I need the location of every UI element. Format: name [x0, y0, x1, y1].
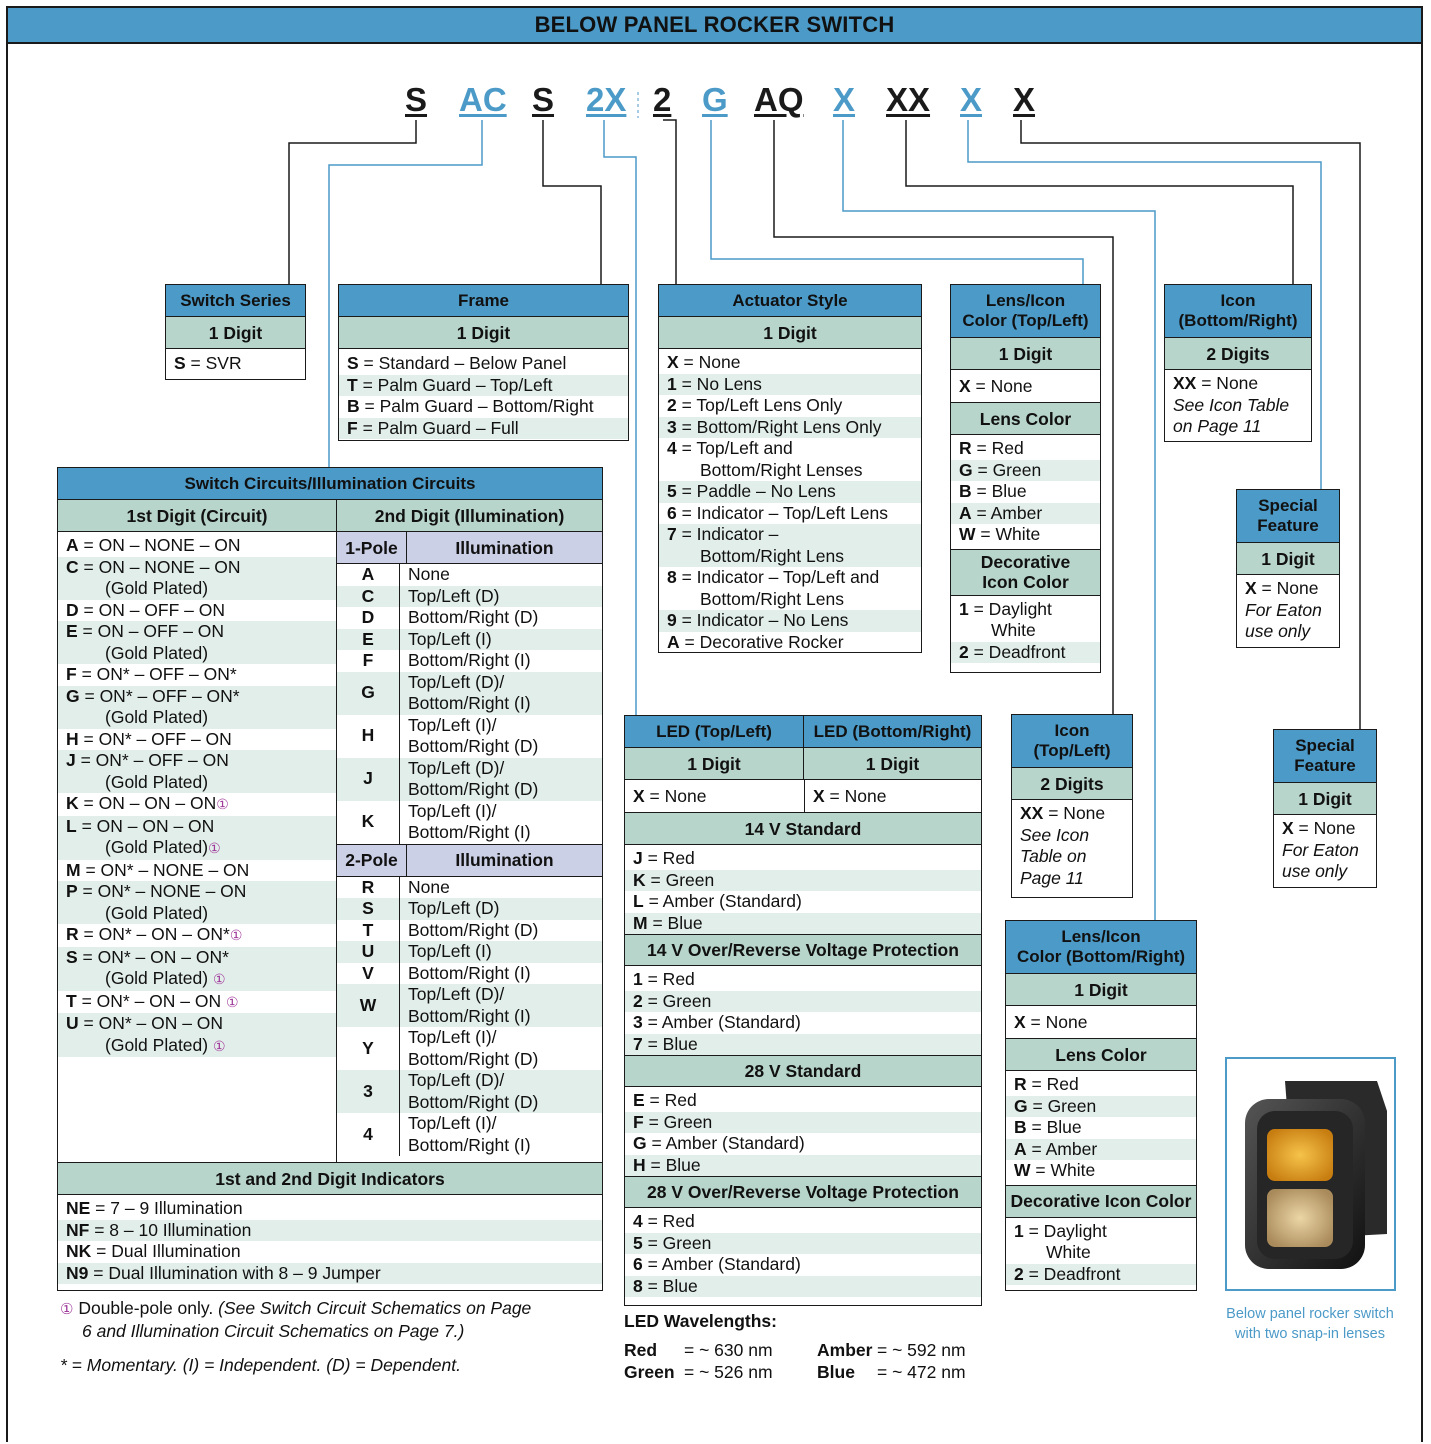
actuator-option: Bottom/Right Lens: [659, 546, 921, 568]
special2-note-2: use only: [1282, 861, 1348, 881]
led-box: [624, 715, 982, 1306]
led-br-digits: 1 Digit: [804, 748, 981, 780]
illumination-row: D Bottom/Right (D): [337, 607, 602, 629]
lens-br-deco-option: White: [1046, 1242, 1091, 1262]
two-pole-header: [337, 845, 602, 877]
circuit-option: P = ON* – NONE – ON: [58, 881, 336, 903]
lens-tl-header: Lens/Icon Color (Top/Left): [951, 285, 1100, 338]
circuits-first-digit: 1st Digit (Circuit): [58, 500, 337, 532]
led-option: 5 = Green: [625, 1233, 981, 1255]
led-tl-digits: 1 Digit: [625, 748, 804, 780]
special1-note-1: For Eaton: [1245, 599, 1322, 620]
special-feature-2-box: [1273, 729, 1377, 888]
footnote-momentary: * = Momentary. (I) = Independent. (D) = Dependent.: [60, 1355, 461, 1375]
icon-br-note-1: See Icon Table: [1173, 394, 1290, 415]
led-option: 6 = Amber (Standard): [633, 1254, 801, 1274]
illumination-row: 4 Top/Left (I)/ Bottom/Right (I): [337, 1113, 602, 1156]
illumination-row: H Top/Left (I)/ Bottom/Right (D): [337, 715, 602, 758]
led-br-none: X = None: [813, 786, 887, 806]
footnote-marker: ①: [212, 971, 226, 987]
frame-option: B = Palm Guard – Bottom/Right: [347, 396, 594, 416]
switch-series-box: [165, 284, 306, 380]
icon-br-header: Icon (Bottom/Right): [1165, 285, 1311, 338]
circuit-option: M = ON* – NONE – ON: [66, 859, 250, 880]
lens-tl-color: A = Amber: [951, 503, 1100, 525]
special-feature-1-box: [1236, 489, 1340, 648]
actuator-option: 9 = Indicator – No Lens: [659, 610, 921, 632]
led-digits-row: [625, 748, 981, 780]
illumination-row: C Top/Left (D): [337, 586, 602, 608]
actuator-option: 2 = Top/Left Lens Only: [667, 395, 843, 415]
lens-tl-color: G = Green: [951, 460, 1100, 482]
led-group-rows: [625, 1087, 981, 1176]
illumination-row: W Top/Left (D)/ Bottom/Right (I): [337, 984, 602, 1027]
frame-digits: 1 Digit: [339, 317, 628, 349]
circuit-rows: [58, 532, 337, 1162]
icon-br-row: XX = None: [1173, 373, 1259, 393]
illumination-row: K Top/Left (I)/ Bottom/Right (I): [337, 801, 602, 845]
lens-tl-none: X = None: [951, 370, 1100, 403]
led-groups: [625, 813, 981, 1297]
code-segment: X: [960, 81, 983, 118]
circuits-second-digit: 2nd Digit (Illumination): [337, 500, 602, 532]
lens-tl-deco-header: Decorative Icon Color: [951, 550, 1100, 596]
special2-digits: 1 Digit: [1274, 783, 1376, 815]
icon-br-box: [1164, 284, 1312, 442]
lens-tl-deco-option: 2 = Deadfront: [951, 642, 1100, 664]
lens-br-box: [1005, 920, 1197, 1291]
circuit-option: (Gold Plated): [58, 903, 336, 925]
circuit-option: (Gold Plated): [58, 578, 336, 600]
icon-tl-row: XX = None: [1020, 803, 1106, 823]
illumination-row: S Top/Left (D): [337, 898, 602, 920]
circuit-option: (Gold Plated): [58, 707, 336, 729]
lens-br-color: B = Blue: [1014, 1117, 1082, 1137]
illumination-row: A None: [337, 564, 602, 586]
actuator-option: 4 = Top/Left and: [667, 438, 793, 458]
actuator-digits: 1 Digit: [659, 317, 921, 349]
illumination-row: T Bottom/Right (D): [337, 920, 602, 942]
page-title: BELOW PANEL ROCKER SWITCH: [8, 8, 1421, 44]
actuator-option: X = None: [667, 352, 741, 372]
led-option: J = Red: [633, 848, 695, 868]
circuit-option: G = ON* – OFF – ON*: [58, 686, 336, 708]
footnote-double-pole: ① Double-pole only. (See Switch Circuit Schematics on Page: [60, 1298, 532, 1318]
circuit-option: K = ON – ON – ON①: [66, 793, 229, 813]
circuit-option: (Gold Plated)①: [58, 837, 336, 860]
one-pole-label: 1-Pole: [337, 532, 407, 564]
lens-br-color: G = Green: [1006, 1096, 1196, 1118]
lens-br-none: X = None: [1006, 1006, 1196, 1039]
led-option: F = Green: [625, 1112, 981, 1134]
illumination-row: G Top/Left (D)/ Bottom/Right (I): [337, 672, 602, 715]
special1-note-2: use only: [1245, 621, 1311, 641]
rocker-switch-image: [1227, 1059, 1394, 1289]
connector-actuator: [663, 120, 676, 284]
circuit-option: H = ON* – OFF – ON: [66, 728, 232, 749]
illumination-row: F Bottom/Right (I): [337, 650, 602, 672]
actuator-style-box: [658, 284, 922, 653]
footnote-marker: ①: [216, 796, 229, 812]
frame-option: T = Palm Guard – Top/Left: [339, 375, 628, 397]
photo-caption: Below panel rocker switch with two snap-in lenses: [1226, 1306, 1394, 1342]
code-segment: S: [532, 81, 555, 118]
led-option: E = Red: [633, 1090, 697, 1110]
led-group-header: 28 V Over/Reverse Voltage Protection: [625, 1176, 981, 1208]
lens-tl-colors: [951, 438, 1100, 550]
icon-tl-header: Icon (Top/Left): [1012, 715, 1132, 768]
actuator-option: A = Decorative Rocker: [667, 631, 844, 652]
led-option: 3 = Amber (Standard): [633, 1012, 801, 1032]
special2-row: X = None: [1282, 818, 1356, 838]
circuit-option: (Gold Plated) ①: [58, 1035, 336, 1058]
lens-tl-lens-color-header: Lens Color: [951, 403, 1100, 435]
circuits-body: [58, 532, 602, 1163]
code-segment: X: [1013, 81, 1036, 118]
circuit-option: (Gold Plated): [58, 772, 336, 794]
actuator-option: 1 = No Lens: [659, 374, 921, 396]
circuit-option: S = ON* – ON – ON*: [58, 947, 336, 969]
circuit-option: (Gold Plated) ①: [58, 968, 336, 991]
footnote-marker: ①: [229, 927, 243, 943]
circuit-option: T = ON* – ON – ON ①: [66, 990, 239, 1011]
circuit-option: R = ON* – ON – ON*①: [66, 924, 243, 944]
special1-row: X = None: [1245, 578, 1319, 598]
led-option: 8 = Blue: [625, 1276, 981, 1298]
illumination-row: V Bottom/Right (I): [337, 963, 602, 985]
lens-tl-digits: 1 Digit: [951, 338, 1100, 370]
lens-tl-color: B = Blue: [959, 481, 1027, 501]
lens-br-color: R = Red: [1014, 1074, 1079, 1094]
led-option: M = Blue: [625, 913, 981, 935]
icon-br-digits: 2 Digits: [1165, 338, 1311, 370]
led-option: 4 = Red: [633, 1211, 695, 1231]
lens-br-deco: [1006, 1221, 1196, 1286]
circuit-option: C = ON – NONE – ON: [58, 557, 336, 579]
footnote-double-pole-cont: 6 and Illumination Circuit Schematics on Page 7.): [82, 1321, 465, 1341]
illumination-row: R None: [337, 877, 602, 899]
illumination-row: E Top/Left (I): [337, 629, 602, 651]
led-group-rows: [625, 966, 981, 1055]
one-pole-illum-label: Illumination: [407, 532, 602, 564]
wavelengths-row-1: Red = ~ 630 nm Amber = ~ 592 nm: [624, 1340, 966, 1360]
led-group-header: 28 V Standard: [625, 1055, 981, 1087]
led-br-header: LED (Bottom/Right): [804, 716, 981, 748]
circuit-option: J = ON* – OFF – ON: [58, 750, 336, 772]
circuit-option: A = ON – NONE – ON: [66, 535, 241, 555]
lens-tl-deco-option: White: [991, 620, 1036, 640]
switch-series-row: S = SVR: [174, 353, 242, 373]
led-option: G = Amber (Standard): [633, 1133, 805, 1153]
circuit-option: F = ON* – OFF – ON*: [66, 664, 237, 684]
wavelengths-grid: [624, 1340, 984, 1383]
frame-option: S = Standard – Below Panel: [347, 353, 567, 373]
circuit-option: (Gold Plated): [58, 643, 336, 665]
icon-br-note-2: on Page 11: [1173, 416, 1262, 436]
switch-series-header: Switch Series: [166, 285, 305, 317]
lens-br-lens-color-header: Lens Color: [1006, 1039, 1196, 1071]
connector-frame: [543, 120, 601, 284]
code-segment: 2: [653, 81, 672, 118]
special1-digits: 1 Digit: [1237, 543, 1339, 575]
lens-br-deco-header: Decorative Icon Color: [1006, 1186, 1196, 1218]
frame-header: Frame: [339, 285, 628, 317]
code-segment: G: [702, 81, 728, 118]
indicator-option: NE = 7 – 9 Illumination: [66, 1198, 243, 1218]
circuit-option: L = ON – ON – ON: [58, 816, 336, 838]
circuits-header: Switch Circuits/Illumination Circuits: [58, 468, 602, 500]
led-tl-header: LED (Top/Left): [625, 716, 804, 748]
lens-br-deco-option: 2 = Deadfront: [1006, 1264, 1196, 1286]
icon-tl-note-3: Page 11: [1020, 867, 1084, 888]
special2-note-1: For Eaton: [1282, 839, 1359, 860]
led-option: H = Blue: [625, 1155, 981, 1177]
icon-tl-box: [1011, 714, 1133, 898]
icon-tl-note-2: Table on: [1020, 846, 1087, 866]
indicator-option: N9 = Dual Illumination with 8 – 9 Jumper: [58, 1263, 602, 1285]
switch-series-digits: 1 Digit: [166, 317, 305, 349]
led-group-header: 14 V Over/Reverse Voltage Protection: [625, 934, 981, 966]
led-group-rows: [625, 1208, 981, 1297]
code-segment: X: [833, 81, 856, 118]
special2-header: Special Feature: [1274, 730, 1376, 783]
circuit-option: D = ON – OFF – ON: [66, 599, 225, 620]
led-tl-none: X = None: [625, 780, 805, 812]
two-pole-label: 2-Pole: [337, 845, 407, 877]
led-none-row: [625, 780, 981, 813]
special1-header: Special Feature: [1237, 490, 1339, 543]
wavelengths-row-2: Green = ~ 526 nm Blue = ~ 472 nm: [624, 1361, 966, 1382]
two-pole-illum-label: Illumination: [407, 845, 602, 877]
illumination-row: 3 Top/Left (D)/ Bottom/Right (D): [337, 1070, 602, 1113]
wavelengths-title: LED Wavelengths:: [624, 1311, 777, 1331]
code-segment: AQ: [754, 81, 804, 118]
actuator-option: 6 = Indicator – Top/Left Lens: [667, 502, 889, 523]
led-group-header: 14 V Standard: [625, 813, 981, 845]
lens-tl-deco: [951, 599, 1100, 664]
lens-br-colors: [1006, 1074, 1196, 1186]
led-header-row: [625, 716, 981, 748]
led-option: 2 = Green: [625, 991, 981, 1013]
lens-br-header: Lens/Icon Color (Bottom/Right): [1006, 921, 1196, 974]
lens-br-deco-option: 1 = Daylight: [1014, 1220, 1107, 1241]
actuator-rows: [659, 352, 921, 653]
rocker-switch-photo: [1225, 1057, 1396, 1291]
lens-br-color: A = Amber: [1006, 1139, 1196, 1161]
led-option: K = Green: [625, 870, 981, 892]
indicator-option: NF = 8 – 10 Illumination: [58, 1220, 602, 1242]
illumination-row: U Top/Left (I): [337, 941, 602, 963]
actuator-option: 5 = Paddle – No Lens: [659, 481, 921, 503]
code-segment: 2X: [586, 81, 627, 118]
footnote-marker: ①: [225, 993, 239, 1010]
lens-br-color: W = White: [1014, 1160, 1096, 1180]
actuator-option: 7 = Indicator –: [659, 524, 921, 546]
indicators-header: 1st and 2nd Digit Indicators: [58, 1163, 602, 1195]
lens-tl-box: [950, 284, 1101, 673]
illumination-column: [337, 532, 602, 1162]
led-option: L = Amber (Standard): [633, 891, 802, 911]
circuits-subheader-row: [58, 500, 602, 532]
connector-switch-series: [289, 120, 416, 284]
one-pole-table: [337, 564, 602, 845]
indicator-rows: [58, 1198, 602, 1284]
circuit-option: U = ON* – ON – ON: [58, 1013, 336, 1035]
one-pole-header: [337, 532, 602, 564]
connector-lens-tl: [711, 120, 1083, 284]
circuit-option: E = ON – OFF – ON: [58, 621, 336, 643]
frame-option: F = Palm Guard – Full: [339, 418, 628, 440]
code-segment: XX: [886, 81, 931, 118]
footnote-marker: ①: [60, 1301, 74, 1318]
actuator-option: Bottom/Right Lenses: [700, 459, 863, 480]
lens-tl-deco-option: 1 = Daylight: [959, 598, 1052, 619]
lens-br-digits: 1 Digit: [1006, 974, 1196, 1006]
led-option: 1 = Red: [633, 969, 695, 989]
lens-tl-color: W = White: [959, 524, 1041, 544]
icon-tl-note-1: See Icon: [1020, 824, 1090, 845]
led-group-rows: [625, 845, 981, 934]
actuator-option: 3 = Bottom/Right Lens Only: [659, 417, 921, 439]
led-option: 7 = Blue: [625, 1034, 981, 1056]
frame-rows: [339, 353, 628, 439]
illumination-row: Y Top/Left (I)/ Bottom/Right (D): [337, 1027, 602, 1070]
footnote-marker: ①: [212, 1037, 226, 1054]
lens-tl-color: R = Red: [959, 438, 1024, 458]
actuator-header: Actuator Style: [659, 285, 921, 317]
code-segment: AC: [459, 81, 507, 118]
switch-circuits-box: [57, 467, 603, 1291]
footnote-marker: ①: [208, 840, 221, 856]
indicator-option: NK = Dual Illumination: [66, 1241, 241, 1261]
code-segment: S: [405, 81, 428, 118]
actuator-option: 8 = Indicator – Top/Left and: [667, 567, 880, 587]
icon-tl-digits: 2 Digits: [1012, 768, 1132, 800]
actuator-option: Bottom/Right Lens: [700, 588, 844, 609]
frame-box: [338, 284, 629, 441]
two-pole-table: [337, 877, 602, 1157]
illumination-row: J Top/Left (D)/ Bottom/Right (D): [337, 758, 602, 801]
